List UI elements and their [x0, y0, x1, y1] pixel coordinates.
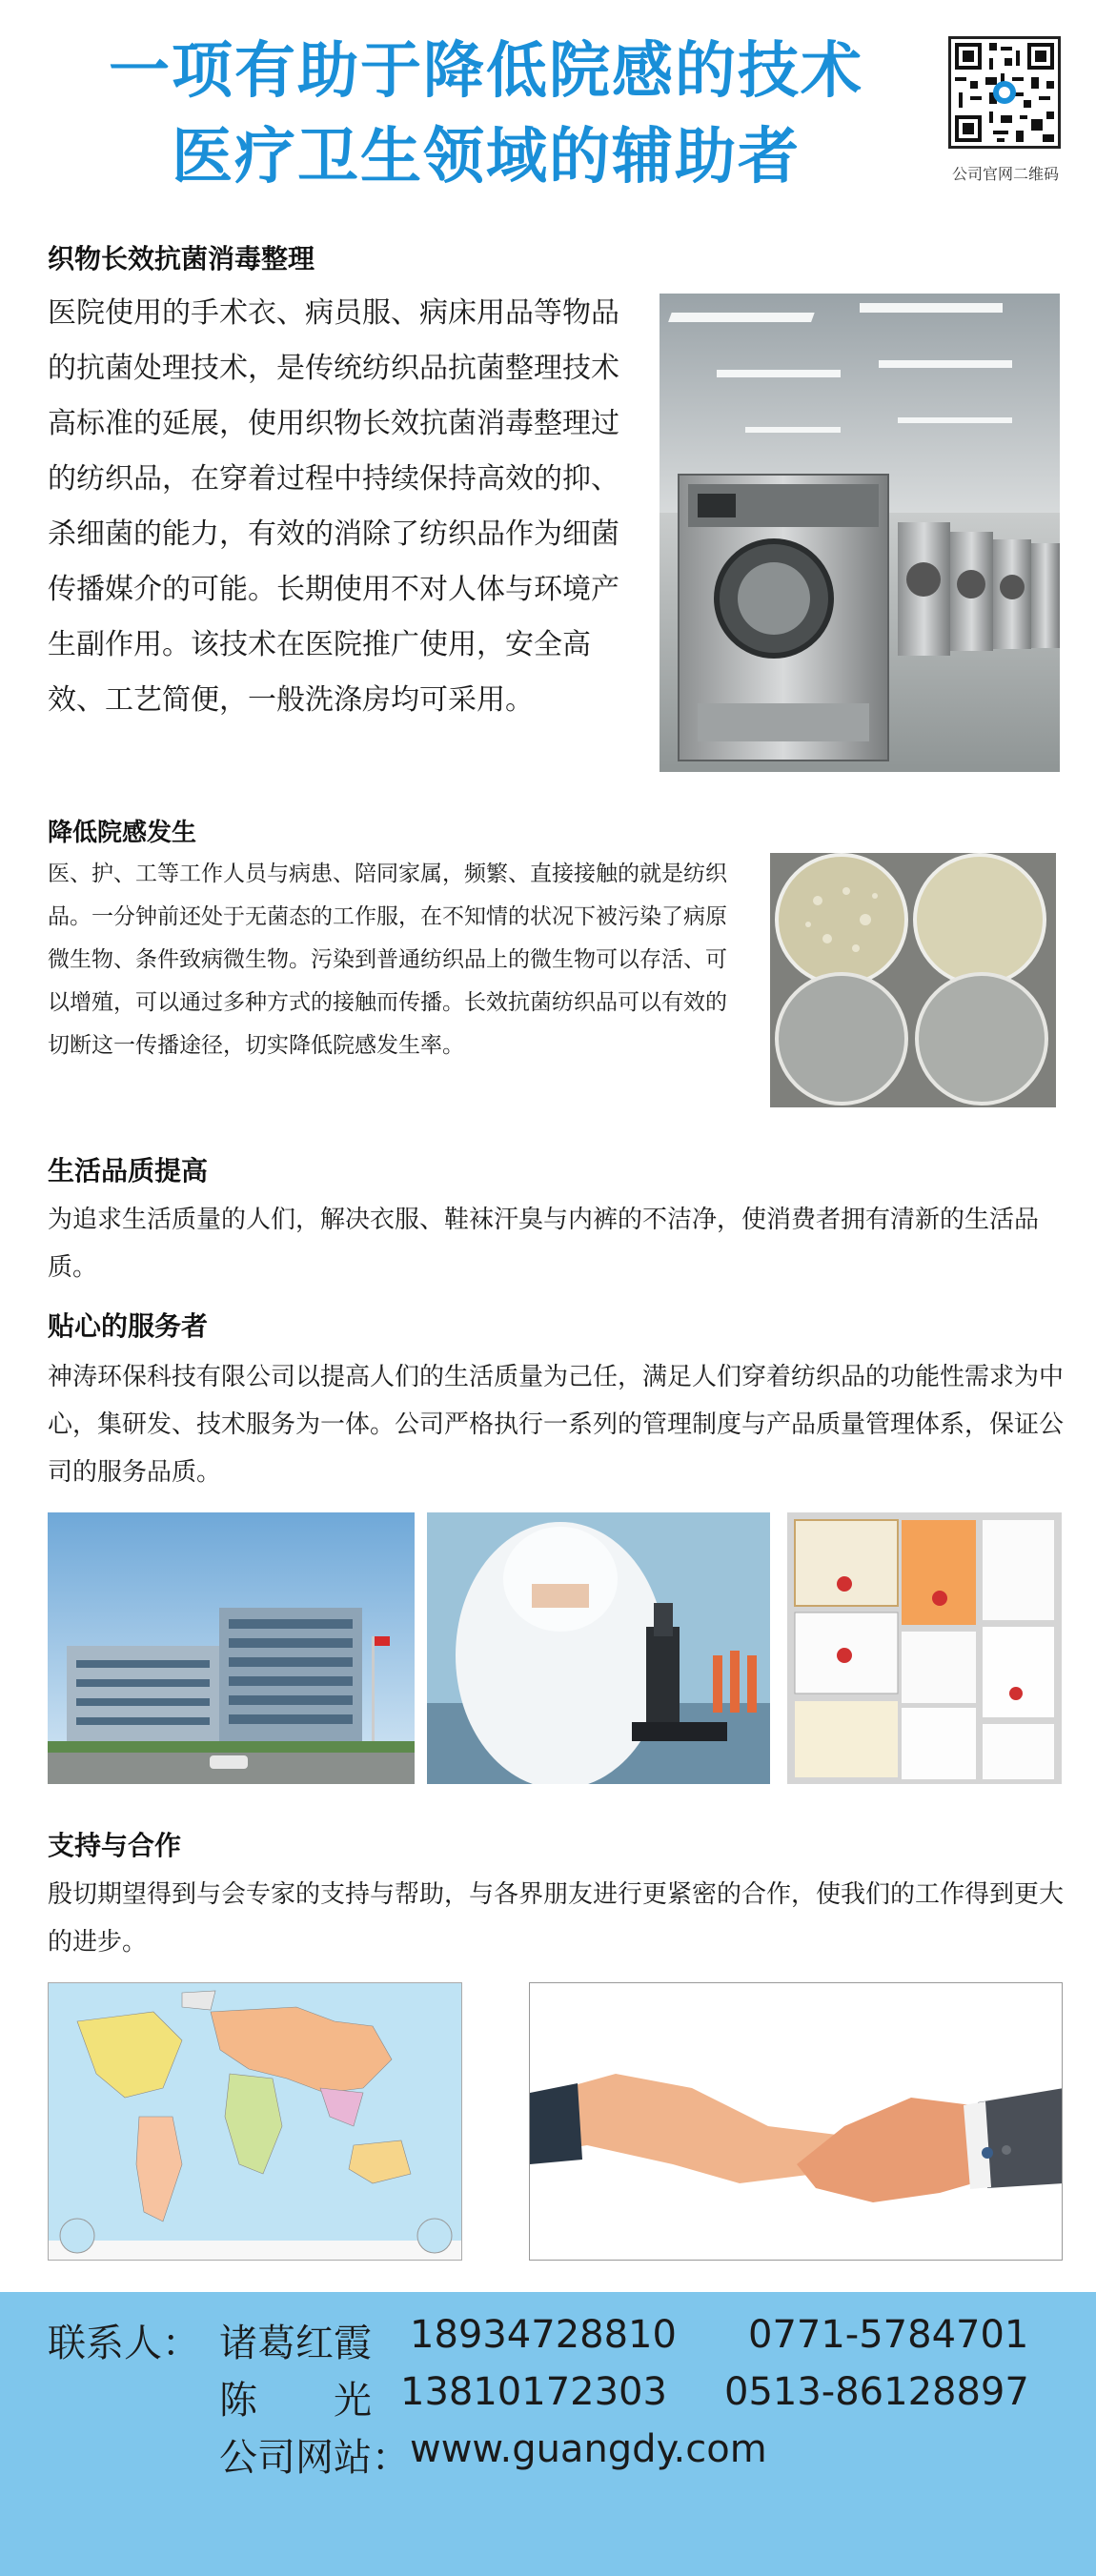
section-body-infection: 医、护、工等工作人员与病患、陪同家属，频繁、直接接触的就是纺织品。一分钟前还处于无菌态的工作服，在不知情的状况下被污染了病原微生物、条件致病微生物。污染到普通纺织品上的微生物可以存活、可以增殖，可以通过多种方式的接触而传播。长效抗菌纺织品可以有效的切断这一传播途径，切实降低院感发生率。	[48, 862, 727, 1058]
section-title-antibacterial: 织物长效抗菌消毒整理	[48, 243, 315, 274]
headline-line-2: 医疗卫生领域的辅助者	[172, 122, 801, 193]
qr-code-icon[interactable]	[948, 36, 1061, 149]
contact-label: 联系人：	[48, 2322, 200, 2365]
contact-name: 诸葛红霞	[219, 2322, 372, 2365]
qr-caption: 公司官网二维码	[951, 165, 1059, 183]
website-label: 公司网站：	[219, 2436, 410, 2480]
contact-footer	[0, 2292, 1096, 2576]
section-title-quality: 生活品质提高	[48, 1155, 209, 1187]
handshake-image	[529, 1982, 1063, 2261]
section-body-quality: 为追求生活质量的人们，解决衣服、鞋袜汗臭与内裤的不洁净，使消费者拥有清新的生活品质。	[48, 1206, 1040, 1282]
lab-microscope-photo	[427, 1512, 770, 1784]
contact-phone[interactable]: 0771-5784701	[748, 2313, 1029, 2357]
petri-dish-photo	[770, 853, 1056, 1107]
section-body-cooperation: 殷切期望得到与会专家的支持与帮助，与各界朋友进行更紧密的合作，使我们的工作得到更大的进步。	[48, 1880, 1065, 1957]
contact-mobile[interactable]: 18934728810	[410, 2313, 677, 2357]
company-building-photo	[48, 1512, 415, 1784]
contact-row-2	[48, 2370, 1077, 2424]
section-title-infection: 降低院感发生	[48, 819, 197, 847]
page-title	[38, 29, 934, 200]
website-row	[48, 2427, 1077, 2481]
contact-name: 陈 光	[219, 2379, 372, 2423]
contact-row-1	[48, 2313, 1077, 2366]
section-body-service: 神涛环保科技有限公司以提高人们的生活质量为己任，满足人们穿着纺织品的功能性需求为中心，集研发、技术服务为一体。公司严格执行一系列的管理制度与产品质量管理体系，保证公司的服务品质。	[48, 1363, 1065, 1487]
contact-phone[interactable]: 0513-86128897	[724, 2370, 1029, 2414]
laundry-machine-photo	[660, 294, 1060, 772]
world-map-image	[48, 1982, 462, 2261]
headline-line-1: 一项有助于降低院感的技术	[109, 36, 863, 107]
contact-mobile[interactable]: 13810172303	[400, 2370, 667, 2414]
section-title-service: 贴心的服务者	[48, 1310, 209, 1342]
certificates-photo	[787, 1512, 1062, 1784]
section-body-antibacterial: 医院使用的手术衣、病员服、病床用品等物品的抗菌处理技术，是传统纺织品抗菌整理技术高标准的延展，使用织物长效抗菌消毒整理过的纺织品，在穿着过程中持续保持高效的抑、杀细菌的能力，有效的消除了纺织品作为细菌传播媒介的可能。长期使用不对人体与环境产生副作用。该技术在医院推广使用，安全高效、工艺简便，一般洗涤房均可采用。	[48, 296, 619, 717]
section-title-cooperation: 支持与合作	[48, 1830, 182, 1861]
website-link[interactable]: www.guangdy.com	[410, 2427, 767, 2471]
